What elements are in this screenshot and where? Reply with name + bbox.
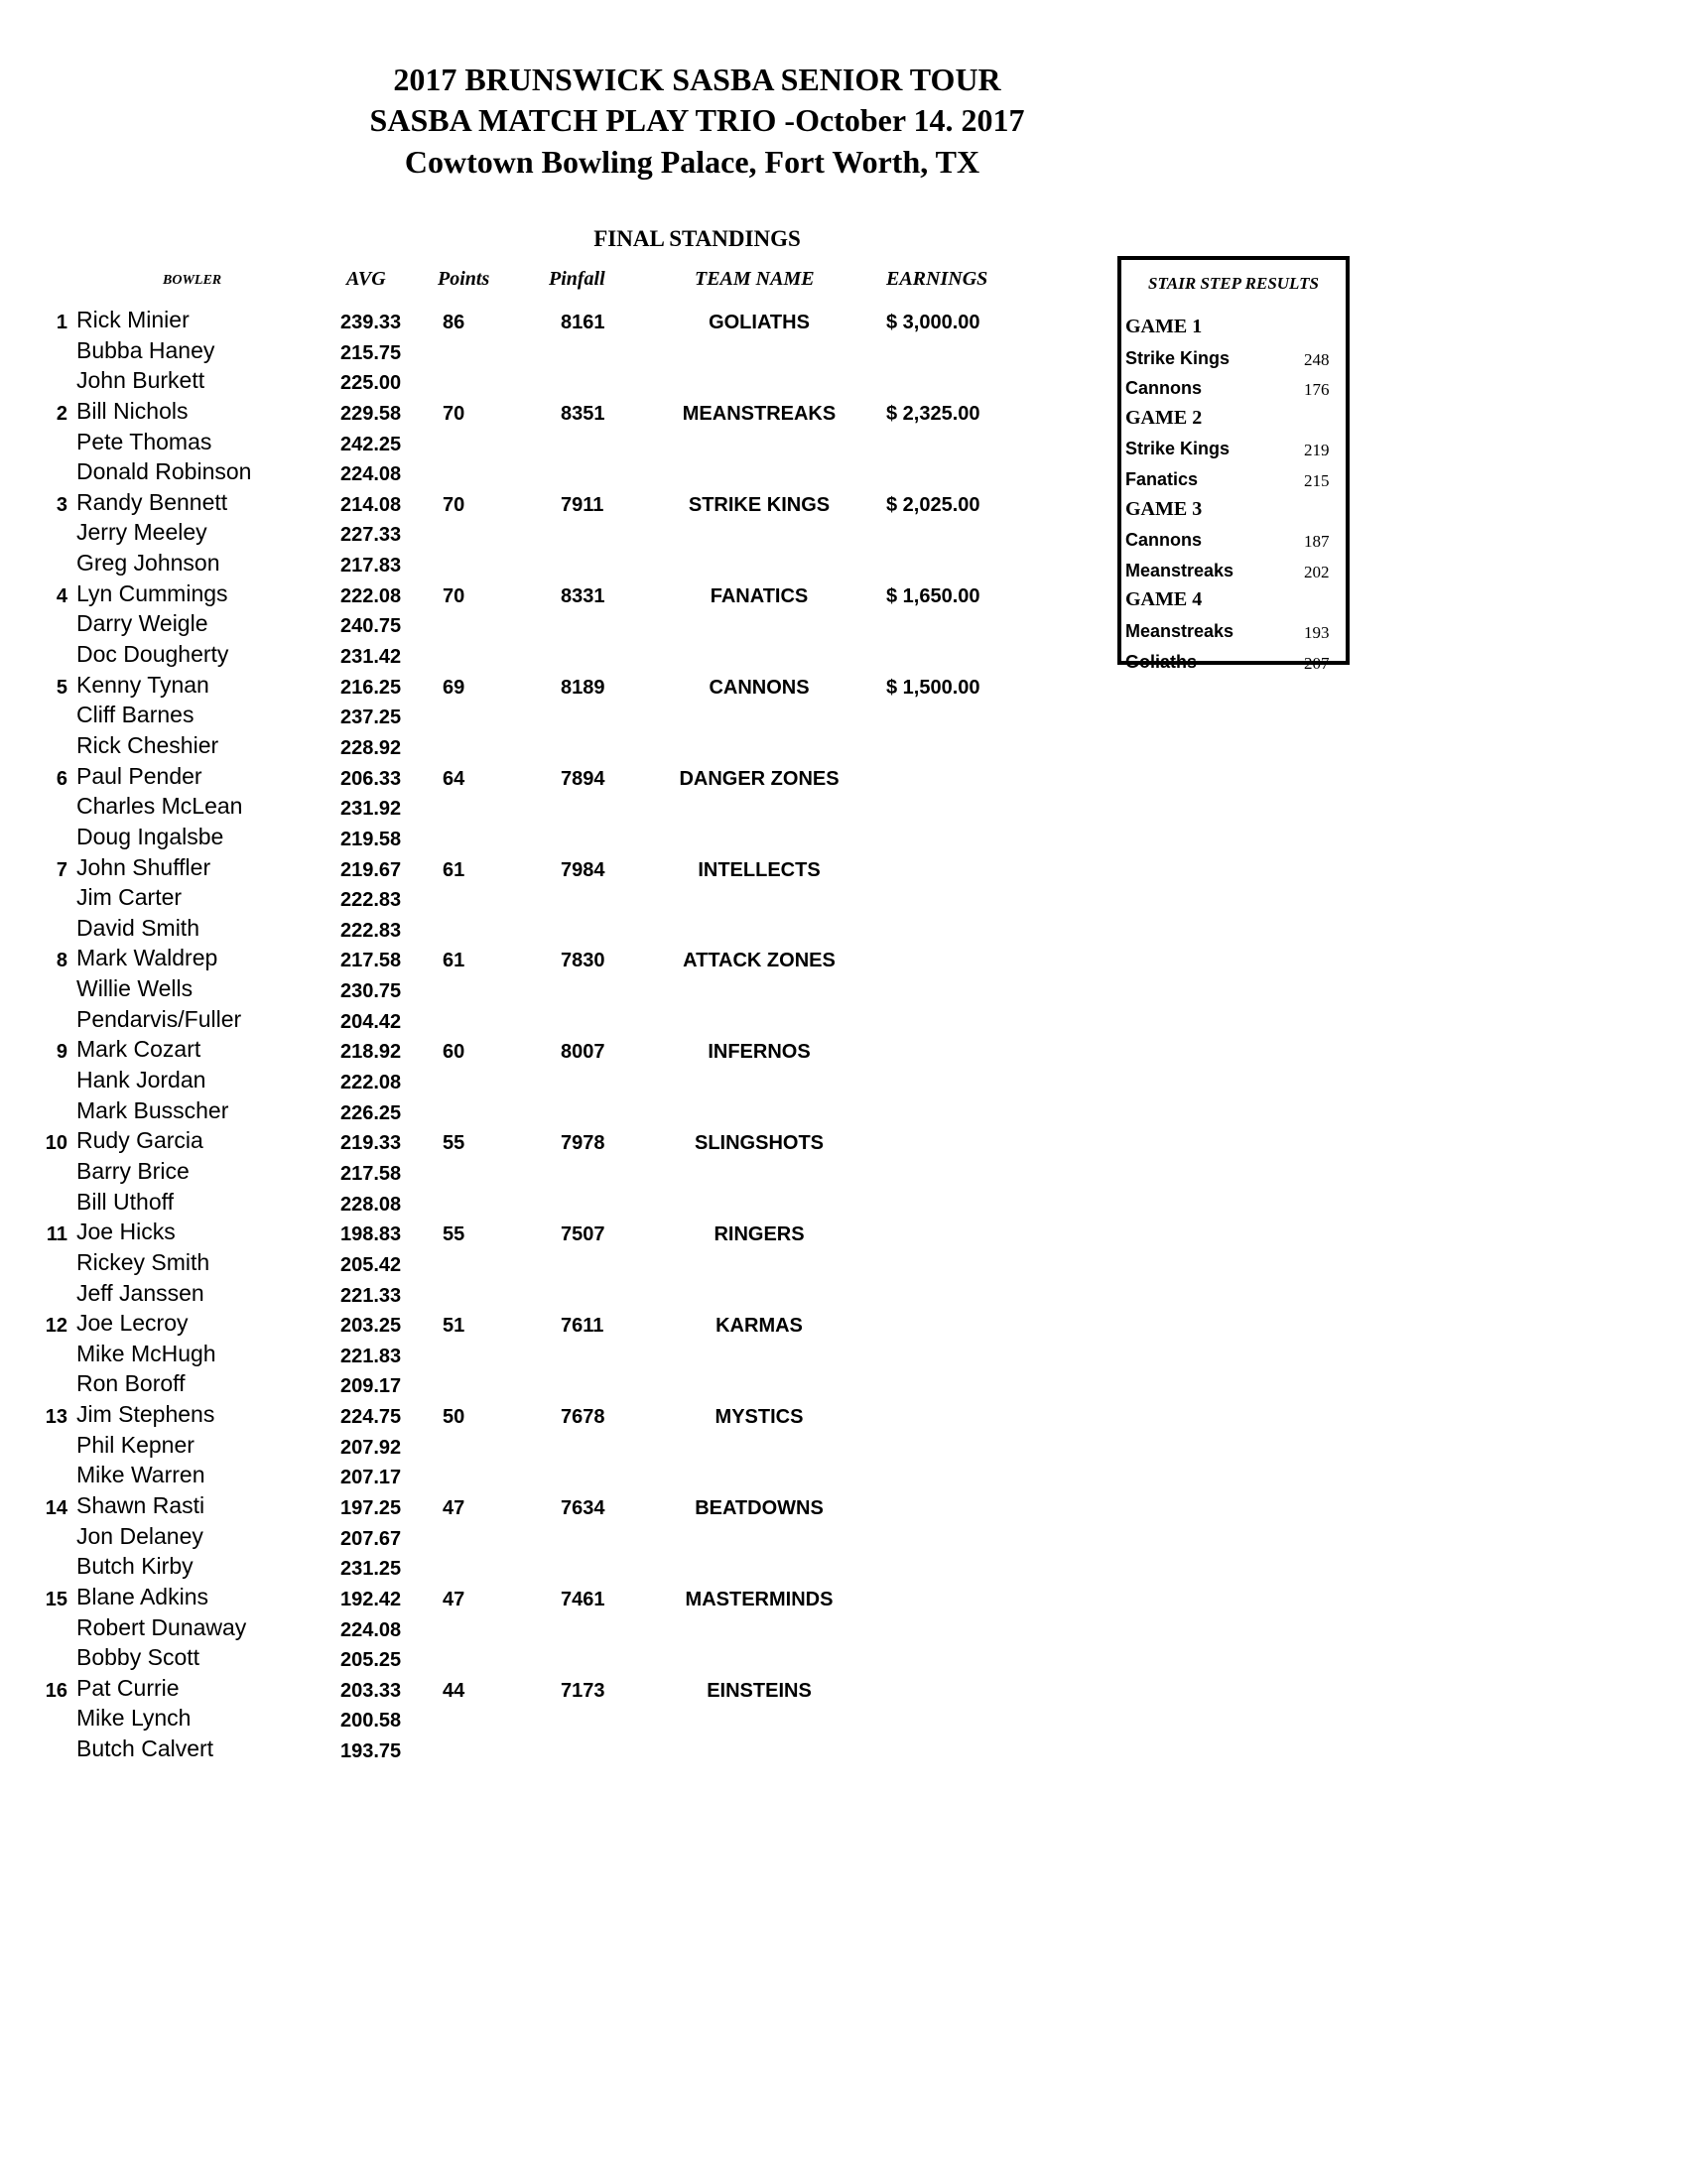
avg-cell: 224.75 (340, 1406, 402, 1429)
avg-cell: 230.75 (340, 980, 402, 1003)
team-name-cell: RINGERS (714, 1223, 805, 1246)
rank-cell: 6 (56, 767, 67, 790)
game-label: GAME 1 (1125, 316, 1203, 337)
team-label: Fanatics (1125, 468, 1199, 489)
table-row (0, 580, 1092, 611)
points-cell: 70 (443, 584, 465, 607)
avg-cell: 218.92 (340, 1041, 402, 1064)
bowler-name: Mark Busscher (76, 1096, 229, 1123)
bowler-name: John Shuffler (76, 853, 211, 880)
earnings-cell: $ 1,500.00 (886, 676, 980, 699)
team-name-cell: CANNONS (709, 676, 810, 699)
pinfall-cell: 8189 (561, 676, 605, 699)
avg-cell: 228.92 (340, 736, 402, 759)
points-cell: 69 (443, 676, 465, 699)
game-label: GAME 3 (1125, 497, 1203, 520)
avg-cell: 225.00 (340, 372, 402, 395)
document-title-line-3: Cowtown Bowling Palace, Fort Worth, TX (404, 144, 980, 180)
avg-cell: 217.58 (340, 1162, 402, 1185)
stair-step-list (1125, 313, 1344, 677)
rank-cell: 14 (45, 1496, 67, 1519)
avg-cell: 192.42 (340, 1588, 402, 1610)
bowler-name: Cliff Barnes (76, 702, 195, 728)
table-row (0, 641, 1092, 672)
team-name-cell: KARMAS (715, 1315, 803, 1338)
avg-cell: 200.58 (340, 1710, 402, 1733)
avg-cell: 227.33 (340, 524, 402, 547)
table-row (0, 610, 1092, 641)
table-row (0, 1370, 1092, 1401)
points-cell: 70 (443, 493, 465, 516)
pinfall-cell: 7611 (561, 1315, 604, 1338)
score-value: 176 (1304, 380, 1330, 400)
pinfall-cell: 7911 (561, 493, 604, 516)
team-name-cell: DANGER ZONES (679, 767, 840, 790)
stair-step-game-heading (1125, 404, 1344, 435)
bowler-name: Rickey Smith (76, 1248, 210, 1275)
rank-cell: 8 (56, 950, 67, 972)
bowler-name: Mike McHugh (76, 1340, 216, 1366)
avg-cell: 228.08 (340, 1193, 402, 1216)
bowler-name: Rick Minier (76, 307, 190, 332)
bowler-name: Greg Johnson (76, 550, 220, 577)
stair-step-entry (1125, 343, 1344, 374)
stair-step-entry (1125, 525, 1344, 556)
pinfall-cell: 8161 (561, 312, 605, 333)
earnings-cell: $ 3,000.00 (886, 312, 980, 333)
avg-cell: 222.08 (340, 584, 402, 607)
team-label: Cannons (1125, 378, 1203, 399)
points-cell: 60 (443, 1041, 465, 1064)
rank-cell: 4 (56, 584, 67, 607)
avg-cell: 193.75 (340, 1740, 402, 1763)
avg-cell: 221.83 (340, 1345, 402, 1367)
bowler-name: Barry Brice (76, 1157, 190, 1184)
bowler-name: Bobby Scott (76, 1644, 200, 1671)
pinfall-cell: 7894 (561, 767, 605, 790)
avg-cell: 242.25 (340, 433, 402, 455)
bowler-name: Mike Lynch (76, 1705, 192, 1732)
bowler-name: Jim Carter (76, 884, 183, 911)
rank-cell: 5 (56, 676, 67, 699)
table-row (0, 1432, 1092, 1463)
table-row (0, 1675, 1092, 1706)
bowler-name: Shawn Rasti (76, 1491, 205, 1518)
earnings-cell: $ 2,325.00 (886, 402, 980, 425)
game-label: GAME 4 (1125, 588, 1203, 611)
table-row (0, 1310, 1092, 1341)
rank-cell: 3 (56, 493, 67, 516)
team-name-cell: SLINGSHOTS (694, 1132, 824, 1155)
rank-cell: 1 (56, 312, 67, 333)
bowler-name: Pat Currie (76, 1674, 180, 1701)
table-row (0, 337, 1092, 368)
bowler-name: Rick Cheshier (76, 731, 219, 758)
stair-step-entry (1125, 464, 1344, 495)
avg-cell: 221.33 (340, 1284, 402, 1307)
team-label: Strike Kings (1125, 347, 1231, 368)
table-row (0, 1553, 1092, 1584)
bowler-name: Phil Kepner (76, 1431, 195, 1458)
bowler-name: David Smith (76, 914, 199, 941)
bowler-name: Lyn Cummings (76, 579, 228, 606)
bowler-name: Bill Nichols (76, 397, 189, 424)
team-label: Goliaths (1125, 651, 1198, 672)
rank-cell: 13 (45, 1406, 67, 1429)
table-row (0, 854, 1092, 885)
avg-cell: 217.58 (340, 950, 402, 972)
avg-cell: 231.42 (340, 646, 402, 669)
table-row (0, 1249, 1092, 1280)
bowler-name: Jon Delaney (76, 1522, 203, 1549)
table-row (0, 732, 1092, 763)
team-name-cell: EINSTEINS (707, 1679, 812, 1702)
table-row (0, 702, 1092, 732)
avg-cell: 219.67 (340, 858, 402, 881)
points-cell: 47 (443, 1588, 465, 1610)
stair-step-game-heading (1125, 585, 1344, 616)
points-cell: 51 (443, 1315, 465, 1338)
table-row (0, 915, 1092, 946)
team-name-cell: GOLIATHS (709, 312, 810, 333)
avg-cell: 219.33 (340, 1132, 402, 1155)
rank-cell: 9 (56, 1041, 67, 1064)
table-row (0, 1584, 1092, 1614)
bowler-name: Butch Kirby (76, 1553, 194, 1580)
column-header-earnings: EARNINGS (886, 268, 988, 290)
score-value: 248 (1304, 349, 1330, 369)
pinfall-cell: 7634 (561, 1496, 605, 1519)
column-header-pinfall: Pinfall (549, 268, 605, 290)
avg-cell: 229.58 (340, 402, 402, 425)
team-name-cell: STRIKE KINGS (688, 493, 831, 516)
score-value: 215 (1304, 470, 1330, 490)
avg-cell: 198.83 (340, 1223, 402, 1246)
points-cell: 86 (443, 312, 465, 333)
stair-step-entry (1125, 616, 1344, 647)
team-name-cell: MASTERMINDS (685, 1588, 834, 1610)
game-label: GAME 2 (1125, 406, 1203, 429)
pinfall-cell: 7830 (561, 950, 605, 972)
rank-cell: 12 (45, 1315, 67, 1338)
team-name-cell: INTELLECTS (698, 858, 821, 881)
bowler-name: Darry Weigle (76, 610, 208, 637)
pinfall-cell: 7173 (561, 1679, 605, 1702)
team-label: Meanstreaks (1125, 560, 1234, 580)
section-title: FINAL STANDINGS (593, 226, 801, 251)
table-row (0, 945, 1092, 975)
table-row (0, 1097, 1092, 1128)
avg-cell: 231.25 (340, 1558, 402, 1581)
bowler-name: Blane Adkins (76, 1583, 208, 1609)
team-name-cell: ATTACK ZONES (683, 950, 836, 972)
document-title-line-2: SASBA MATCH PLAY TRIO -October 14. 2017 (369, 102, 1025, 138)
stair-step-title: STAIR STEP RESULTS (1148, 274, 1319, 293)
avg-cell: 205.25 (340, 1649, 402, 1672)
avg-cell: 222.08 (340, 1072, 402, 1094)
column-header-avg: AVG (346, 268, 386, 290)
team-name-cell: MYSTICS (714, 1406, 804, 1429)
bowler-name: Pete Thomas (76, 428, 212, 454)
avg-cell: 206.33 (340, 767, 402, 790)
table-row (0, 550, 1092, 580)
stair-step-game-heading (1125, 313, 1344, 343)
table-row (0, 1735, 1092, 1766)
table-row (0, 1705, 1092, 1735)
table-row (0, 398, 1092, 429)
avg-cell: 203.25 (340, 1315, 402, 1338)
points-cell: 55 (443, 1132, 465, 1155)
avg-cell: 219.58 (340, 828, 402, 850)
avg-cell: 224.08 (340, 1618, 402, 1641)
bowler-name: Willie Wells (76, 975, 194, 1002)
stair-step-game-heading (1125, 495, 1344, 526)
table-row (0, 1158, 1092, 1189)
table-row (0, 307, 1092, 337)
table-row (0, 1614, 1092, 1645)
table-row (0, 489, 1092, 520)
points-cell: 64 (443, 767, 465, 790)
avg-cell: 239.33 (340, 312, 402, 333)
earnings-cell: $ 2,025.00 (886, 493, 980, 516)
column-header-team-name: TEAM NAME (695, 268, 815, 290)
score-value: 193 (1304, 622, 1330, 642)
table-row (0, 672, 1092, 703)
bowler-name: Pendarvis/Fuller (76, 1005, 242, 1032)
points-cell: 47 (443, 1496, 465, 1519)
table-row (0, 1127, 1092, 1158)
table-row (0, 1280, 1092, 1311)
bowler-name: Charles McLean (76, 793, 243, 820)
bowler-name: Hank Jordan (76, 1067, 206, 1093)
points-cell: 44 (443, 1679, 465, 1702)
stair-step-entry (1125, 373, 1344, 404)
team-label: Strike Kings (1125, 439, 1231, 459)
bowler-name: Jim Stephens (76, 1401, 215, 1428)
avg-cell: 240.75 (340, 615, 402, 638)
rank-cell: 15 (45, 1588, 67, 1610)
team-name-cell: FANATICS (710, 584, 809, 607)
avg-cell: 237.25 (340, 707, 402, 729)
document-title-line-1: 2017 BRUNSWICK SASBA SENIOR TOUR (393, 62, 1001, 97)
team-name-cell: BEATDOWNS (695, 1496, 824, 1519)
pinfall-cell: 7678 (561, 1406, 605, 1429)
avg-cell: 222.83 (340, 919, 402, 942)
points-cell: 61 (443, 858, 465, 881)
pinfall-cell: 8007 (561, 1041, 605, 1064)
bowler-name: Bill Uthoff (76, 1188, 175, 1215)
avg-cell: 224.08 (340, 463, 402, 486)
avg-cell: 215.75 (340, 341, 402, 364)
avg-cell: 205.42 (340, 1253, 402, 1276)
bowler-name: Paul Pender (76, 762, 202, 789)
team-label: Meanstreaks (1125, 620, 1234, 641)
score-value: 207 (1304, 653, 1330, 673)
table-row (0, 1644, 1092, 1675)
bowler-name: Bubba Haney (76, 336, 215, 363)
avg-cell: 231.92 (340, 798, 402, 821)
avg-cell: 222.83 (340, 889, 402, 912)
bowler-name: Jeff Janssen (76, 1279, 204, 1306)
bowler-name: Mark Waldrep (76, 945, 218, 971)
points-cell: 55 (443, 1223, 465, 1246)
stair-step-results-box (1117, 256, 1350, 673)
team-name-cell: INFERNOS (708, 1041, 811, 1064)
stair-step-entry (1125, 556, 1344, 586)
bowler-name: Doc Dougherty (76, 641, 229, 668)
avg-cell: 197.25 (340, 1496, 402, 1519)
bowler-name: Rudy Garcia (76, 1127, 203, 1154)
avg-cell: 226.25 (340, 1101, 402, 1124)
pinfall-cell: 7461 (561, 1588, 605, 1610)
table-row (0, 1523, 1092, 1554)
points-cell: 70 (443, 402, 465, 425)
table-row (0, 1036, 1092, 1067)
avg-cell: 207.17 (340, 1467, 402, 1489)
stair-step-entry (1125, 647, 1344, 678)
table-row (0, 1067, 1092, 1097)
bowler-name: Mike Warren (76, 1462, 205, 1488)
avg-cell: 214.08 (340, 493, 402, 516)
points-cell: 61 (443, 950, 465, 972)
bowler-name: Joe Hicks (76, 1219, 176, 1245)
bowler-name: Doug Ingalsbe (76, 823, 224, 849)
pinfall-cell: 7978 (561, 1132, 605, 1155)
stair-step-entry (1125, 434, 1344, 464)
table-row (0, 519, 1092, 550)
score-value: 202 (1304, 562, 1330, 581)
table-row (0, 1401, 1092, 1432)
rank-cell: 16 (45, 1679, 67, 1702)
pinfall-cell: 8331 (561, 584, 605, 607)
score-value: 187 (1304, 532, 1330, 552)
points-cell: 50 (443, 1406, 465, 1429)
table-row (0, 763, 1092, 794)
avg-cell: 217.83 (340, 555, 402, 578)
table-row (0, 429, 1092, 459)
table-row (0, 1219, 1092, 1249)
table-row (0, 1341, 1092, 1371)
rank-cell: 11 (46, 1223, 67, 1246)
avg-cell: 207.92 (340, 1436, 402, 1459)
pinfall-cell: 7984 (561, 858, 605, 881)
table-row (0, 884, 1092, 915)
bowler-name: Kenny Tynan (76, 671, 209, 698)
bowler-name: Ron Boroff (76, 1370, 186, 1397)
bowler-name: Robert Dunaway (76, 1613, 247, 1640)
avg-cell: 203.33 (340, 1679, 402, 1702)
avg-cell: 209.17 (340, 1375, 402, 1398)
table-row (0, 1492, 1092, 1523)
avg-cell: 204.42 (340, 1010, 402, 1033)
bowler-name: Donald Robinson (76, 458, 252, 485)
bowler-name: Mark Cozart (76, 1036, 201, 1063)
table-row (0, 367, 1092, 398)
table-row (0, 975, 1092, 1006)
rank-cell: 2 (56, 402, 67, 425)
table-row (0, 1462, 1092, 1492)
team-label: Cannons (1125, 530, 1203, 551)
bowler-name: Randy Bennett (76, 488, 228, 515)
table-row (0, 1189, 1092, 1220)
column-header-points: Points (438, 268, 490, 290)
bowler-name: John Burkett (76, 367, 205, 394)
score-value: 219 (1304, 441, 1330, 460)
rank-cell: 10 (45, 1132, 67, 1155)
team-name-cell: MEANSTREAKS (682, 402, 837, 425)
earnings-cell: $ 1,650.00 (886, 584, 980, 607)
table-row (0, 458, 1092, 489)
bowler-name: Butch Calvert (76, 1735, 214, 1762)
table-row (0, 1006, 1092, 1037)
standings-table (0, 307, 1092, 1766)
bowler-name: Joe Lecroy (76, 1310, 189, 1337)
avg-cell: 216.25 (340, 676, 402, 699)
pinfall-cell: 8351 (561, 402, 605, 425)
rank-cell: 7 (56, 858, 67, 881)
pinfall-cell: 7507 (561, 1223, 605, 1246)
table-row (0, 793, 1092, 824)
bowler-name: Jerry Meeley (76, 519, 207, 546)
avg-cell: 207.67 (340, 1527, 402, 1550)
table-row (0, 824, 1092, 854)
column-header-bowler: BOWLER (163, 273, 222, 288)
